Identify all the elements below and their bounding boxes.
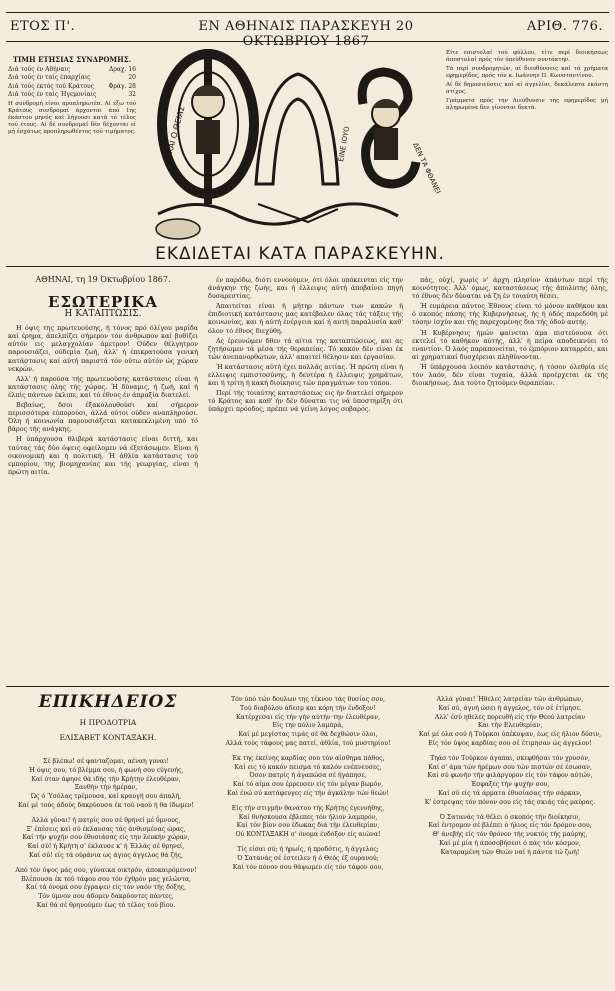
poem-section-title: ΕΠΙΚΗΔΕΙΟΣ xyxy=(38,692,178,712)
band-mid-text: ΕΙΝΕ ΙΟΥΟ xyxy=(337,125,352,163)
verse-line: Καί μέ μεγίστας τιμάς σέ θά δεχθώσιν όλοι, xyxy=(238,731,378,739)
publisher-note: Γράμματα πρός την Διεύθυνσιν της εφημερίδος μή πληρωμένα δεν γίνονται δεκτά. xyxy=(446,98,608,111)
verse-line: Έσφαξες τήν ψυχήν σου, xyxy=(470,781,550,789)
price-value: 32 xyxy=(128,90,136,98)
verse-line: Ό Σατανάς τά θέλει ό σκοπός τήν διοίκησιν, xyxy=(439,813,581,821)
verse-line: Καί σύ! ή Κρήτη σ' έκλαυσε κ' ή Έλλάς σέ θρηνεί, xyxy=(27,843,185,851)
issue-year: ΕΤΟΣ Π'. xyxy=(10,19,76,34)
verse-line: Καί εις τό κακόν πεισμα τό καλόν ενέπνευσες, xyxy=(234,763,382,771)
article-paragraph: Περί τής τοιαύτης καταστάσεως εις ήν διατελεί σήμερον τό Κράτος και καθ' ήν δέν δύναται τις νά ύποστηρίξη ότι ύπάρχει πρόοδος, πρέπει νά γείνη λόγος σοβαρός. xyxy=(208,389,403,414)
verse-line: Ώς ό Ύσόλας τρέμουσα, καί κραυγή σου άπαλή, xyxy=(30,793,182,801)
prices-note: Η συνδρομή είναι προπληρωτέα. Αί έξω τού Κράτους συνδρομαί άρχονται άπό 1ης έκάστου μηνός καί λήγουσι κατά τό τέλος τού έτους. Αί δέ συνδρομαί δέν δέχονται εί μή έσχάτως προπληρωθέντος τού τιμήματος. xyxy=(8,101,136,136)
verse-line: Καί τό αίμα σου έρρευσεν είς τόν μέγαν βωμόν, xyxy=(232,781,384,789)
verse-line: Καί σ' άμα τών ήρέμων σου τών πιστών σέ έσωσαν, xyxy=(428,763,592,771)
price-row xyxy=(8,74,136,82)
verse-line: Καί ένώ σύ κατάφευγες είς τήν άγκάλην τών θεών! xyxy=(226,789,390,797)
publisher-note: Αί δέ δημοσιεύσεις καί αί άγγελίαι, δεκάλεπτα εκάστη στίχος. xyxy=(446,82,608,95)
price-value: Φράγ. 28 xyxy=(108,82,136,90)
prices-title: ΤΙΜΗ ΕΤΗΣΙΑΣ ΣΥΝΔΡΟΜΗΣ. xyxy=(12,55,132,64)
article-column-2 xyxy=(208,276,403,416)
price-row xyxy=(8,66,136,74)
article-column-1 xyxy=(8,290,198,478)
verse-line: Καί μέ όλα σού ή Τούρκοι ύπέκυψαν, έως είς ήλιον δύσιν, xyxy=(418,731,602,739)
illustration-word: ΦΩΣ xyxy=(288,242,292,243)
article-title: Η ΚΑΤΑΠΤΩΣΙΣ. xyxy=(64,309,142,320)
article-paragraph: Άπαιτείται είναι ή μήτηρ πάντων των κακών ή έπιδιοτική κατάστασις μας κατέβαλεν όλας τάς τάξεις τής κοινωνίας, και ή αύτή ένέργεια καί ή αυτή παραλυσία καθ' όλον τό έθνος διεχύθη. xyxy=(208,302,403,335)
price-label: Διά τούς έν ταίς Ήγεμονίαις xyxy=(8,90,97,98)
issue-number: ΑΡΙΘ. 776. xyxy=(526,19,603,34)
verse-line: Είς τήν στιγμήν θανάτου τής Κρήτης έγεννήθης, xyxy=(231,804,385,812)
poem-column-1 xyxy=(8,758,204,911)
issue-place-date: ΕΝ ΑΘΗΝΑΙΣ ΠΑΡΑΣΚΕΥΗ 20 ΟΚΤΩΒΡΙΟΥ 1867 xyxy=(198,19,414,49)
publisher-note: Τά περί συνδρομητών, αί διευθύνσεις καί τά χρήματα εφημερίδος, πρός τόν κ. Ιωάννην Π. Κωνσταντίνου. xyxy=(446,66,608,79)
poem-column-3 xyxy=(412,696,608,858)
verse-line: Ό Σατανάς σέ έστειλεν ή ό Θεός έξ ουρανού; xyxy=(237,854,379,862)
verse-line: Καί τόν πόνον σου θάψωμεν είς τόν τάφον σου, xyxy=(232,863,384,871)
verse-line: Και τήν Ελευθερίαν, xyxy=(477,722,543,730)
verse-line: Έκ της έκείνης καρδίας σου τόν αίσθημα πάθος, xyxy=(231,754,385,762)
verse-line: Καί σύ είς τά άρματα έθυσίασας τήν σάρκαν, xyxy=(438,789,582,797)
price-row xyxy=(8,83,136,91)
article-paragraph: Ή Κυβέρνησις ήμών φαίνεται άμα πιστεύουσα ότι εκτελεί τό καθήκον αύτής, άλλ' ή πείρα αποδεικνύει τό εναντίον. Ό λαός παραπονείται, τό έμπόριον καταρρέει, και αί χρηματικαί δυσχέρειαι πληθύνονται. xyxy=(412,328,608,361)
verse-line: Κ' έστρεψας τόν πόνον σου είς τάς σκιάς τάς μαύρας. xyxy=(424,798,596,806)
verse-line: Καί σύ φωνήν τήν φιλάργυρον είς τόν τάφον αύτών, xyxy=(427,772,593,780)
verse-line: Βλέπουσα έκ τού τάφου σου τόν έχθρόν μας γελώντα, xyxy=(20,875,192,883)
verse-line: Καί θνήσκουσα έβλεπες τόν ήλιον λαμπρόν, xyxy=(238,813,378,821)
publisher-note: Είτε επιστολαί τού φύλλου, είτε περί διοικήσεως άποστολαί πρός τόν ύπεύθυνον συντάκτην. xyxy=(446,50,608,63)
verse-line: Καί όταν άφησε θά ιδής τήν Κρήτην έλευθέραν, xyxy=(31,775,181,783)
verse-line: Καί μέ μία ή άποσοβήσεσι ό πάς τόν κόσμον, xyxy=(439,839,581,847)
verse-line: Καί σύ! είς τά ούράνια ως άγιος άγγελος θά ζής, xyxy=(28,851,184,859)
price-label: Διά τούς έκτός τού Κράτους xyxy=(8,82,95,90)
band-right-text: ΔΕΝ ΤΑ ΦΘΑΝΕΙ xyxy=(411,141,442,196)
dateline: ΑΘΗΝΑΙ, τη 19 Όκτωβρίου 1867. xyxy=(35,275,171,284)
verse-line: Είς την πόλιν λαμπρά, xyxy=(272,722,344,730)
verse-line: Καί θά σέ θρηνούμεν έως τό τέλος τού βίου. xyxy=(36,901,176,909)
masthead-illustration xyxy=(138,44,442,244)
price-value: 20 xyxy=(128,74,136,82)
verse-line: Αλλά τούς τάφους μας πατεί, άθλία, τού μυστηρίου! xyxy=(225,739,391,747)
verse-line: Καί μέ τούς άδούς δακρύουσα έκ τού ναού ή θα ίδωμεν! xyxy=(17,801,195,809)
price-label: Διά τούς έν ταίς έπαρχίαις xyxy=(8,74,91,82)
verse-line: Αλλά γύναι! ή πατρίς σου σέ θρηνεί μέ ΰμνους, xyxy=(31,816,181,824)
verse-line: Καί τήν ψυχήν σου έθυσιάσας είς την λευκήν χώραν, xyxy=(22,834,190,842)
article-paragraph: Η όψις της πρωτευούσης, ή τόνος πρό όλίγου μαρίδα καί έρημα, άπελπίζει σήμερον τόν άνθρωπον καί βυθίζει αύτόν εις μελαγχολίαν άμετρον! Ούδεν θέλγητρον παρουσιάζει, ούδεμία ζωή, άλλ' ή έπικρατούσα γενική κατάστασις καί αύτή παριστά τόν ούτω αύτόν ώς χώραν νεκρών. xyxy=(8,324,198,373)
price-value: Δραχ. 16 xyxy=(109,66,136,74)
verse-line: Αλλά γύναι! Ήθελες λατρείαν τών άνθρώπων, xyxy=(436,696,584,703)
price-label: Διά τούς έν Αθήναις xyxy=(8,66,71,74)
article-paragraph: έν παρόδω, διότι εννοούμεν, ότι όλοι υπόκεινται είς την άνάγκην τής ζωής, και ή έλλειψις αύτή άποβαίνει πηγή δυσαρεστίας. xyxy=(208,276,403,301)
verse-line: Τηάσ τόν Τούρκον άγαπαι, σκεφθήσαι τόν χρυσόν, xyxy=(430,754,590,762)
poem-heading xyxy=(8,692,208,742)
article-paragraph: Ή ύπάρχουσα λοιπόν κατάστασις, ή τόσον όλεθρία είς τόν λαόν, δέν είναι τυχαία, άλλά προέρχεται έκ τής διοικήσεως. Δια τούτο ζητούμεν θεραπείαν. xyxy=(412,362,608,388)
verse-line: Τόν ύπό τών δουλων της τέκνον τάς θυσίας σου, xyxy=(231,696,385,703)
masthead xyxy=(6,12,609,49)
article-paragraph: Βεβαίως, δσοι έξακολουθούσι καί σήμερον περισσότερα εύπορούσι, άλλά ούτοι ούδεν αναπληρούσι. Όλη ή κοινωνία παρουσιάζεται κατακεκλιμένη υπό τό βάρος τής ανάγκης. xyxy=(8,401,198,434)
tagline: ΕΚΔΙΔΕΤΑΙ ΚΑΤΑ ΠΑΡΑΣΚΕΥΗΝ. xyxy=(155,244,445,264)
poem-title: Η ΠΡΟΔΟΤΡΙΑ xyxy=(79,718,137,727)
article-paragraph: Αλλ' ή παρούσα τής πρωτευούσης κατάστασις είναι ή κατάστασις όλης τής χώρας. Ή δύναμις, ή ζωή, καί ή έλπίς πάντων έκλιπε, καί τό έθνος έν άπραξία διατελεί. xyxy=(8,374,198,399)
poem-column-2 xyxy=(210,696,406,872)
verse-line: Θ' άνεβής είς τόν θρόνον τής νυκτός τής μαύρης, xyxy=(432,831,588,839)
article-paragraph: πάς, ούχί, χωρίς ν' άρχη πλησίον άπάντων περί τής κοινότητος. Άλλ' όμως, καταστάσεως τής άπολυτης όλης, τό έθνος δέν δύναται νά ζη έν τοιαύτη θέσει. xyxy=(412,276,608,301)
verse-line: Είς τόν ύψος καρδίας σου σέ έτιμησαν ώς άγγελον! xyxy=(428,739,592,747)
price-row xyxy=(8,91,136,99)
verse-line: Ξανθήν τήν ήμέραν, xyxy=(74,784,138,792)
verse-line: Καταραμένη τών Θεών ναί ή πάντα τώ ζωή! xyxy=(440,848,580,856)
section-title: ΕΣΩΤΕΡΙΚΑ xyxy=(48,293,158,311)
verse-line: Όσον πατρίς ή άγαπώσα σέ ήγάπησε, xyxy=(249,772,367,780)
verse-line: Σέ βλέπω! σέ φανταζομαι, αέναη γυναι! xyxy=(42,758,170,765)
verse-line: Τόν ύμνον σου άδομεν δακρύοντες πάντες, xyxy=(38,893,174,901)
divider xyxy=(6,686,609,687)
verse-line: Ή όψις σου, τό βλέμμα σου, ή φωνή σου εύγενής, xyxy=(28,766,184,774)
subscription-prices xyxy=(8,56,136,136)
verse-line: Καί τά όνομά σου έγραψεν είς τόν ναόν τής δόξης, xyxy=(25,884,187,892)
article-paragraph: Ή κατάστασις αύτή έχει πολλάς αιτίας. Ή πρώτη είναι ή ελλειψις εμπιστοσύνης, ή δευτέρα ή έλλειψις χρημάτων, και ή τρίτη ή κακή διοίκησις τών πραγμάτων του τόπου. xyxy=(208,362,403,388)
article-paragraph: Ή ευμάρεια πάντος Έθνους είναι τό μόνον καθήκον και ό σκοπός πάσης τής Κυβερνήσεως, ής ή όδός παρεδόθη μέ τόσην ίσχύν και τής παρεχομένης δια τής όδού αυτής. xyxy=(412,302,608,327)
verse-line: Καί σύ, άγνή ώσει ή άγγελος, τόν σέ έτίμησε. xyxy=(438,704,582,712)
verse-line: Τίς είσαι σύ; ή ήρωίς, ή προδότις, ή άγγελος; xyxy=(237,845,379,853)
verse-line: Αλλ' έσύ ηθελες πορευθή είς τήν Θεού λατρείαν xyxy=(434,713,586,721)
verse-line: Καί τόν βίον σου έδωκας διά τήν έλευθερίαν, xyxy=(236,822,380,830)
verse-line: Κατέρχεσαι είς τήν γήν αύτήν την έλευθέραν, xyxy=(235,713,381,721)
poem-subject: ΕΛΙΣΑΒΕΤ ΚΟΝΤΑΞΑΚΗ. xyxy=(59,733,157,742)
article-paragraph: Η ύπάρχουσα θλιβερά κατάστασις είναι διττή, και ταύτας τάς δύο όψεις οφείλομεν νά έξετάσωμεν. Είναι ή οικονομική και ή πολιτική. Ή άθλία κατάστασις τού εμπορίου, της βιομηχανίας και τής γεωργίας, είναι ή πρώτη αιτία. xyxy=(8,435,198,476)
verse-line: Καί έντρομον σέ βλέπει ό ήλιος είς τόν δρόμον σου, xyxy=(428,822,592,830)
divider xyxy=(6,266,609,267)
article-paragraph: Ας έρευνώμεν δθεν τά αίτια της καταπτώσεως, και ας ζητήσωμεν τά μέσα τής θεραπείας. Τό κακόν δέν είναι έκ τών άνεπανορθώτων, άλλ' απαιτεί θέλησιν και έργασίαν. xyxy=(208,336,403,361)
verse-line: Τού διαβόλου άδεσμ και κόρη τήν ένδοξον! xyxy=(240,704,376,712)
verse-line: Ού ΚΟΝΤΑΞΑΚΗ σ' όνομα ένδοξον είς αιώνα! xyxy=(235,831,381,839)
article-column-3 xyxy=(412,276,608,389)
verse-line: Από τόν ύψος μάς σου, γύναικα οικτρόν, άποκαιρόμενον! xyxy=(15,866,197,874)
band-left-text: ΚΑΙ Ο ΘΕΙΑΣ xyxy=(165,105,187,155)
publisher-notes xyxy=(446,50,608,114)
verse-line: Ξ' έπέσεις καί σύ έκλαυσας τάς άνθισμένας ώρας, xyxy=(26,825,186,833)
